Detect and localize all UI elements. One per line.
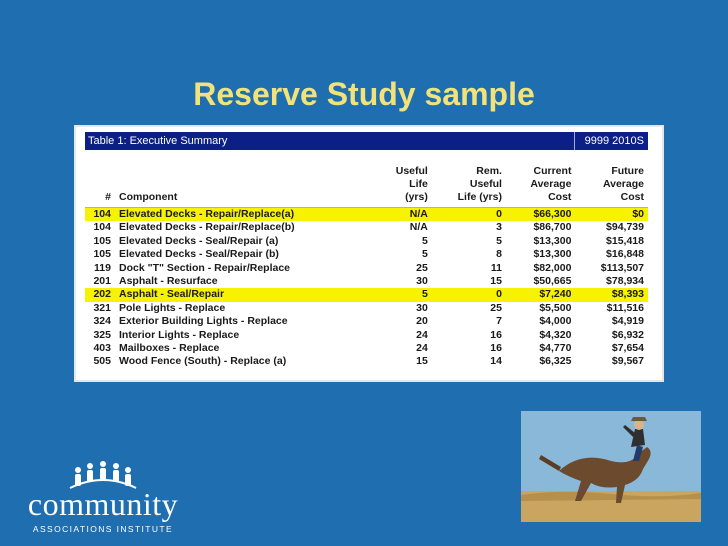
- table-row: [85, 302, 648, 315]
- cell-useful-life: 5: [422, 234, 428, 247]
- col-useful-life-header: [375, 165, 432, 208]
- table-row: [85, 288, 648, 301]
- col-component-header: Component: [115, 165, 375, 208]
- cell-current-cost: $50,665: [533, 275, 572, 288]
- cell-rem-life: 3: [496, 221, 502, 234]
- table-row: [85, 221, 648, 234]
- header-line: Average: [602, 178, 644, 190]
- col-future-cost-header: [575, 165, 648, 208]
- cell-num: 105: [93, 234, 111, 247]
- cell-component: Elevated Decks - Seal/Repair (a): [119, 234, 279, 247]
- logo-subtitle: ASSOCIATIONS INSTITUTE: [32, 524, 174, 534]
- table-header-row: [85, 165, 648, 208]
- cell-useful-life: 25: [416, 261, 428, 274]
- cell-component: Pole Lights - Replace: [119, 301, 226, 314]
- table-row: [85, 275, 648, 288]
- table-row: [85, 235, 648, 248]
- cell-rem-life: 8: [496, 248, 502, 261]
- cell-future-cost: $7,654: [611, 342, 644, 355]
- cell-current-cost: $4,770: [539, 342, 572, 355]
- col-rem-life-header: [432, 165, 506, 208]
- cell-current-cost: $66,300: [506, 208, 575, 222]
- cell-current-cost: $86,700: [533, 221, 572, 234]
- cell-current-cost: $4,320: [539, 328, 572, 341]
- cell-future-cost: $16,848: [606, 248, 644, 261]
- cell-current-cost: $6,325: [539, 355, 572, 368]
- cell-useful-life: N/A: [409, 221, 428, 234]
- table-header-bar: [85, 132, 648, 150]
- cell-rem-life: 16: [490, 328, 502, 341]
- cell-component: Dock "T" Section - Repair/Replace: [119, 261, 291, 274]
- cell-rem-life: 0: [432, 208, 506, 222]
- cell-rem-life: 0: [432, 288, 506, 301]
- table-row: [85, 342, 648, 355]
- header-line: Rem.: [476, 165, 502, 177]
- bronco-rider-clipart: [521, 411, 701, 522]
- cell-current-cost: $4,000: [539, 315, 572, 328]
- col-current-cost-header: [506, 165, 575, 208]
- cell-component: Elevated Decks - Repair/Replace(a): [115, 208, 375, 222]
- cell-current-cost: $7,240: [506, 288, 575, 301]
- slide-title: Reserve Study sample: [193, 76, 535, 112]
- cell-future-cost: $4,919: [611, 315, 644, 328]
- cell-future-cost: $11,516: [606, 301, 644, 314]
- cell-component: Interior Lights - Replace: [119, 328, 240, 341]
- cell-useful-life: 24: [416, 328, 428, 341]
- cell-num: 119: [94, 261, 111, 274]
- cell-component: Elevated Decks - Repair/Replace(b): [119, 221, 295, 234]
- cell-num: 325: [93, 328, 111, 341]
- col-num-header: #: [85, 165, 115, 208]
- cell-num: 105: [93, 248, 111, 261]
- cell-rem-life: 14: [490, 355, 502, 368]
- header-line: Average: [530, 178, 572, 190]
- cell-component: Asphalt - Seal/Repair: [115, 288, 375, 301]
- header-line: Current: [533, 165, 572, 177]
- cell-useful-life: 30: [416, 275, 428, 288]
- cell-useful-life: 15: [416, 355, 428, 368]
- cell-component: Elevated Decks - Seal/Repair (b): [119, 248, 279, 261]
- cell-future-cost: $15,418: [606, 234, 644, 247]
- cell-num: 104: [93, 221, 111, 234]
- cell-rem-life: 16: [490, 342, 502, 355]
- cell-component: Asphalt - Resurface: [119, 275, 218, 288]
- cell-useful-life: 30: [416, 301, 428, 314]
- cell-current-cost: $13,300: [533, 248, 572, 261]
- cell-rem-life: 7: [496, 315, 502, 328]
- cell-rem-life: 5: [496, 234, 502, 247]
- table-body: [85, 208, 648, 369]
- cell-useful-life: 5: [375, 288, 432, 301]
- cell-component: Mailboxes - Replace: [119, 342, 220, 355]
- cell-component: Wood Fence (South) - Replace (a): [119, 355, 287, 368]
- cell-future-cost: $113,507: [600, 261, 644, 274]
- cell-current-cost: $5,500: [539, 301, 572, 314]
- cell-future-cost: $8,393: [575, 288, 648, 301]
- header-line: (yrs): [405, 191, 428, 203]
- table-row: [85, 248, 648, 261]
- report-id: 9999 2010S: [574, 132, 648, 150]
- cell-useful-life: 5: [422, 248, 428, 261]
- table-row: [85, 262, 648, 275]
- cell-current-cost: $13,300: [533, 234, 572, 247]
- cell-num: 202: [85, 288, 115, 301]
- header-line: Cost: [620, 191, 644, 203]
- table-row: [85, 208, 648, 222]
- cell-useful-life: 24: [416, 342, 428, 355]
- cell-future-cost: $94,739: [606, 221, 644, 234]
- cell-num: 403: [93, 342, 111, 355]
- logo-wordmark: community: [27, 486, 179, 522]
- cell-num: 104: [85, 208, 115, 222]
- cell-useful-life: N/A: [375, 208, 432, 222]
- cell-useful-life: 20: [416, 315, 428, 328]
- cell-num: 201: [93, 275, 111, 288]
- cell-num: 505: [93, 355, 111, 368]
- cell-component: Exterior Building Lights - Replace: [119, 315, 288, 328]
- executive-summary-table-panel: [74, 125, 664, 382]
- header-line: Future: [611, 165, 644, 177]
- header-line: Life: [409, 178, 428, 190]
- cell-future-cost: $0: [575, 208, 648, 222]
- cai-logo: [18, 460, 188, 538]
- cell-rem-life: 25: [490, 301, 502, 314]
- table-row: [85, 329, 648, 342]
- table-caption: Table 1: Executive Summary: [88, 135, 228, 147]
- header-line: Useful: [395, 165, 428, 177]
- header-line: Useful: [469, 178, 502, 190]
- header-line: Life (yrs): [457, 191, 502, 203]
- cell-future-cost: $6,932: [611, 328, 644, 341]
- table-row: [85, 355, 648, 368]
- executive-summary-table: [85, 165, 648, 369]
- cell-future-cost: $78,934: [606, 275, 644, 288]
- cell-rem-life: 11: [490, 261, 502, 274]
- cell-current-cost: $82,000: [533, 261, 572, 274]
- bronco-rider-icon: [521, 411, 701, 522]
- cell-num: 324: [93, 315, 111, 328]
- table-row: [85, 315, 648, 328]
- cell-num: 321: [93, 301, 111, 314]
- header-line: Cost: [548, 191, 572, 203]
- cell-future-cost: $9,567: [611, 355, 644, 368]
- cell-rem-life: 15: [490, 275, 502, 288]
